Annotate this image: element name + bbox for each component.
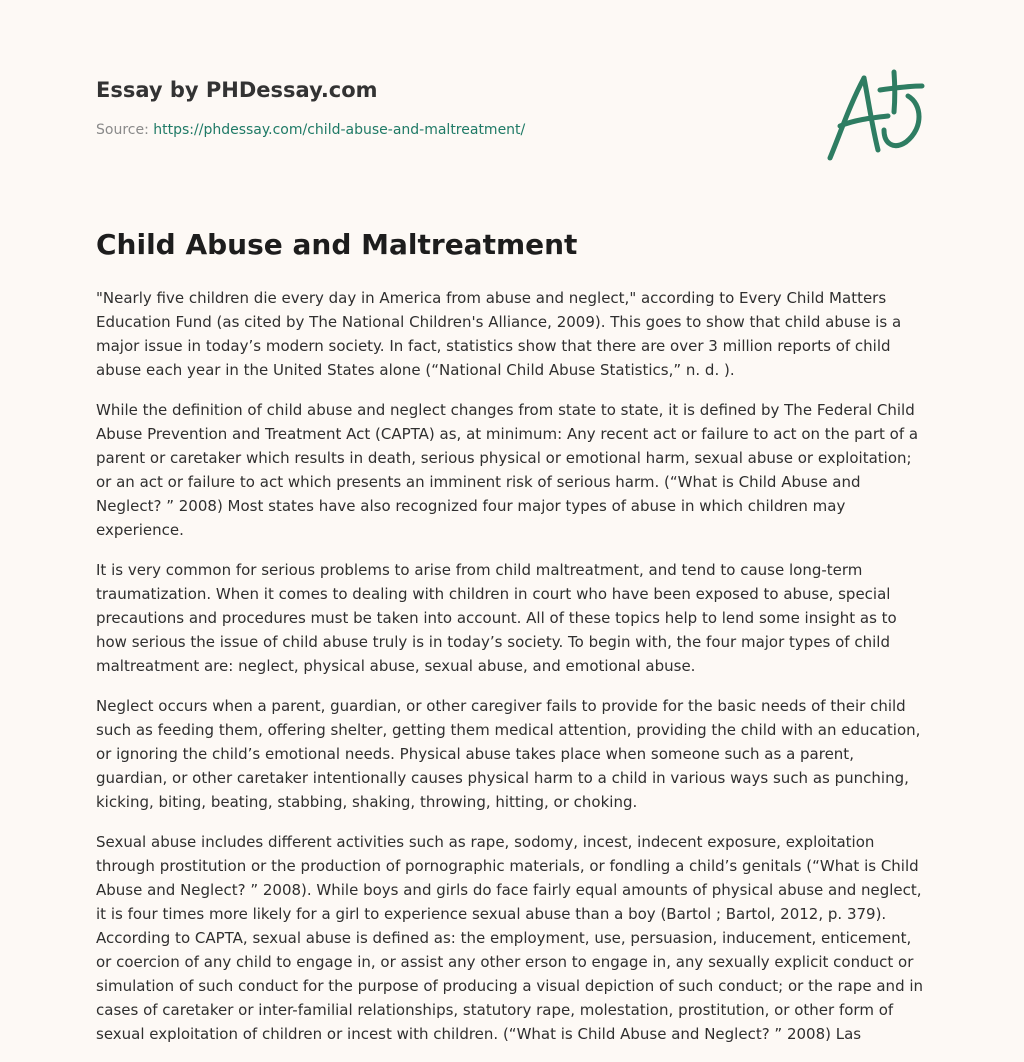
source-line — [96, 120, 936, 140]
essay-paragraph: "Nearly five children die every day in America from abuse and neglect," according to Every Child Matters Education Fund (as cited by The National Children's Alliance, 2009). This goes to show that child abuse is a major issue in today’s modern society. In fact, statistics show that there are over 3 million reports of child abuse each year in the United States alone (“National Child Abuse Statistics,” n. d. ). — [96, 289, 902, 379]
essay-body — [96, 226, 928, 1062]
source-label: Source: — [96, 122, 154, 138]
essay-paragraph: Neglect occurs when a parent, guardian, or other caregiver fails to provide for the basic needs of their child such as feeding them, offering shelter, getting them medical attention, providing the child with an education, or ignoring the child’s emotional needs. Physical abuse takes place when someone such as a parent, guardian, or other caretaker intentionally causes physical harm to a child in various ways such as punching, kicking, biting, beating, stabbing, shaking, throwing, hitting, or choking. — [96, 697, 921, 811]
site-brand: Essay by PHDessay.com — [96, 78, 378, 102]
essay-paragraph: It is very common for serious problems to arise from child maltreatment, and tend to cause long-term traumatization. When it comes to dealing with children in court who have been exposed to abuse, special precautions and procedures must be taken into account. All of these topics help to lend some insight as to how serious the issue of child abuse truly is in today’s society. To begin with, the four major types of child maltreatment are: neglect, physical abuse, sexual abuse, and emotional abuse. — [96, 561, 897, 675]
page-header — [96, 76, 936, 140]
a-plus-grade-icon — [822, 64, 930, 164]
essay-title: Child Abuse and Maltreatment — [96, 228, 578, 261]
essay-paragraph: While the definition of child abuse and neglect changes from state to state, it is defined by The Federal Child Abuse Prevention and Treatment Act (CAPTA) as, at minimum: Any recent act or failure to act on the part of a parent or caretaker which results in death, serious physical or emotional harm, sexual abuse or exploitation; or an act or failure to act which presents an imminent risk of serious harm. (“What is Child Abuse and Neglect? ” 2008) Most states have also recognized four major types of abuse in which children may experience. — [96, 401, 919, 539]
source-link[interactable]: https://phdessay.com/child-abuse-and-maltreatment/ — [153, 122, 526, 138]
essay-paragraph: Sexual abuse includes different activities such as rape, sodomy, incest, indecent exposure, exploitation through prostitution or the production of pornographic materials, or fondling a child’s genitals (“What is Child Abuse and Neglect? ” 2008). While boys and girls do face fairly equal amounts of physical abuse and neglect, it is four times more likely for a girl to experience sexual abuse than a boy (Bartol ; Bartol, 2012, p. 379). According to CAPTA, sexual abuse is defined as: the employment, use, persuasion, inducement, enticement, or coercion of any child to engage in, or assist any other erson to engage in, any sexually explicit conduct or simulation of such conduct for the purpose of producing a visual depiction of such conduct; or the rape and in cases of caretaker or inter-familial relationships, statutory rape, molestation, prostitution, or other form of sexual exploitation of children or incest with children. (“What is Child Abuse and Neglect? ” 2008) Las — [96, 833, 924, 1043]
